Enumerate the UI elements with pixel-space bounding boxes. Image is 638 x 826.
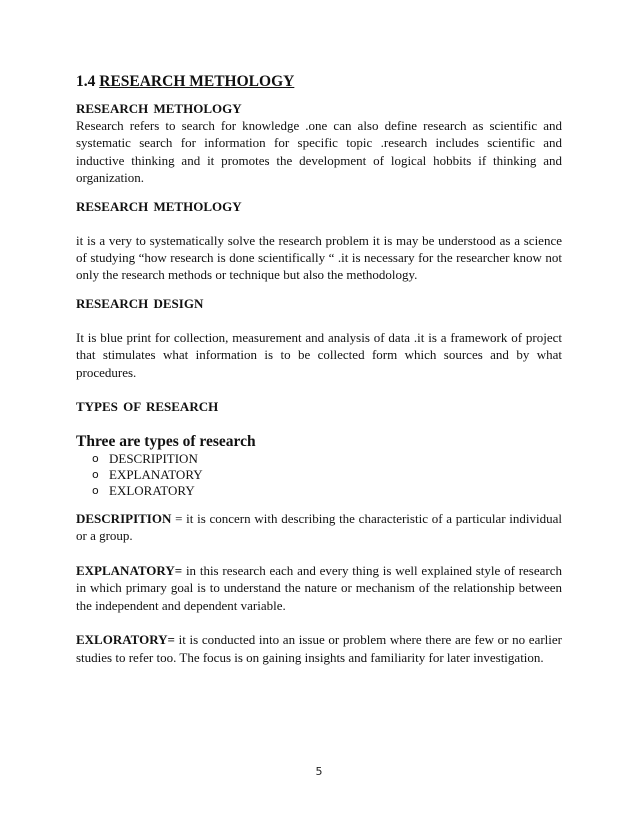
- list-item: [92, 483, 562, 499]
- exploratory-text: it is conducted into an issue or problem where there are few or no earlier studies to refer too. The focus is on gaining insights and familiarity for later investigation.: [76, 632, 562, 665]
- explanatory-term: EXPLANATORY=: [76, 562, 183, 578]
- research-design-heading: RESEARCH DESIGN: [76, 295, 204, 311]
- list-item: [92, 451, 562, 467]
- explanatory-definition: [76, 562, 562, 614]
- research-methology-heading-2: RESEARCH METHOLOGY: [76, 198, 242, 214]
- description-text: = it is concern with describing the characteristic of a particular individual or a group.: [76, 511, 562, 544]
- list-item-label: EXLORATORY: [109, 483, 195, 499]
- types-of-research-heading: TYPES OF RESEARCH: [76, 399, 219, 415]
- description-definition: [76, 510, 562, 545]
- bullet-icon: o: [92, 484, 99, 498]
- exploratory-definition: [76, 631, 562, 666]
- research-design-paragraph: It is blue print for collection, measurement and analysis of data .it is a framework of project that stimulates what information is to be collected form which sources and by what procedures.: [76, 329, 562, 380]
- bullet-icon: o: [92, 452, 99, 466]
- research-methology-paragraph-1: Research refers to search for knowledge .one can also define research as scientific and systematic search for information for specific topic .research includes scientific and inductive thinking and it promotes the development of logical hobbits if thinking and organization.: [76, 118, 562, 186]
- description-term: DESCRIPITION: [76, 511, 172, 527]
- page-number: 5: [315, 765, 323, 778]
- section-number: 1.4: [76, 73, 96, 90]
- types-intro-heading: Three are types of research: [76, 433, 256, 451]
- list-item: [92, 467, 562, 483]
- list-item-label: DESCRIPITION: [109, 451, 198, 467]
- types-list: [76, 451, 562, 499]
- bullet-icon: o: [92, 468, 99, 482]
- document-page: [76, 72, 562, 666]
- explanatory-text: in this research each and every thing is well explained style of research in which primary goal is to understand the nature or mechanism of the relationship between the independent and dependent variable.: [76, 562, 562, 613]
- list-item-label: EXPLANATORY: [109, 467, 203, 483]
- research-methology-paragraph-2: it is a very to systematically solve the research problem it is may be understood as a science of studying “how research is done scientifically “ .it is necessary for the researcher know not only the research methods or technique but also the methodology.: [76, 232, 562, 283]
- exploratory-term: EXLORATORY=: [76, 632, 175, 648]
- section-heading: [76, 72, 562, 91]
- research-methology-heading-1: RESEARCH METHOLOGY: [76, 101, 242, 116]
- section-title: RESEARCH METHOLOGY: [99, 73, 295, 90]
